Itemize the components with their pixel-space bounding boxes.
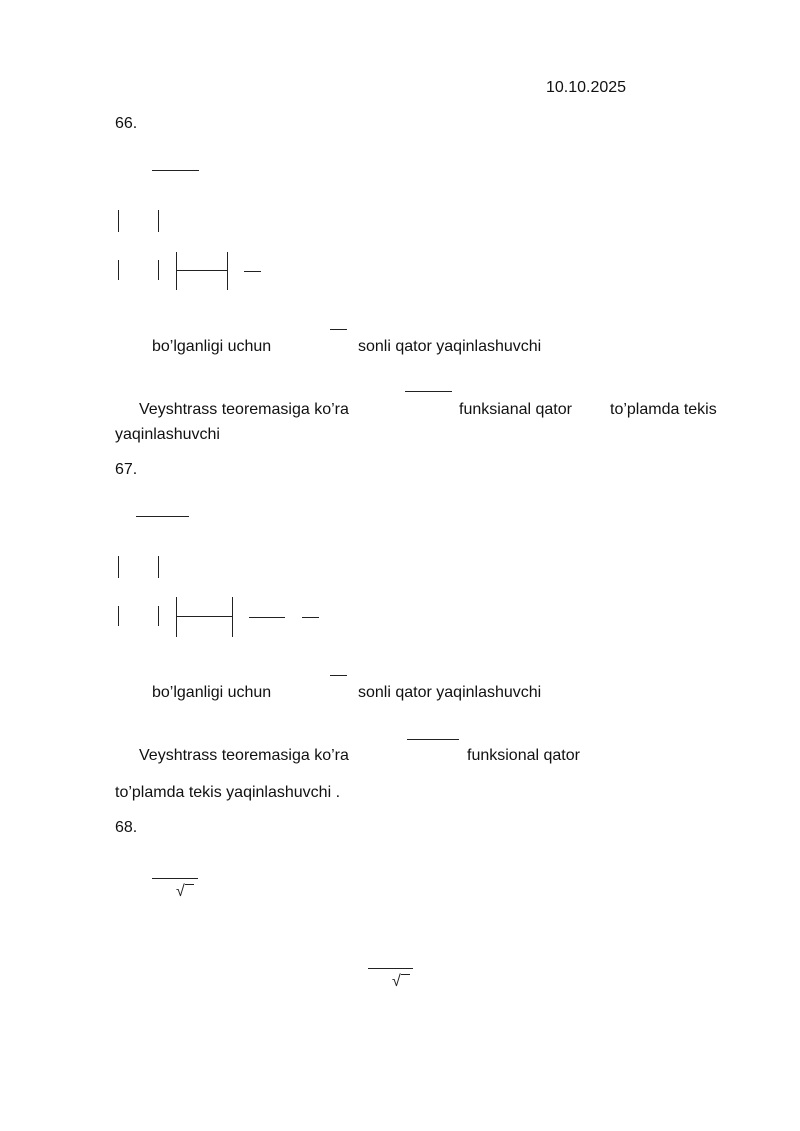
text-line: to’plamda tekis yaqinlashuvchi . [115,784,341,801]
text-line: yaqinlashuvchi [115,426,220,443]
sqrt-icon: √ [392,973,401,990]
fraction-bar [368,968,413,969]
abs-bar [118,606,119,626]
text-line: sonli qator yaqinlashuvchi [358,684,542,701]
fraction-bar [302,617,319,618]
fraction-bar [244,271,261,272]
abs-bar [158,556,159,578]
fraction-bar [152,170,199,171]
fraction-bar [330,329,347,330]
fraction-bar [330,675,347,676]
abs-bar [227,252,228,290]
abs-bar [176,597,177,637]
abs-bar [176,252,177,290]
text-line: Veyshtrass teoremasiga ko’ra [139,747,349,764]
text-line: bo’lganligi uchun [152,684,272,701]
fraction-bar [407,739,459,740]
problem-number-68: 68. [115,819,138,836]
abs-bar [118,556,119,578]
fraction-bar [405,391,452,392]
text-line: bo’lganligi uchun [152,338,272,355]
document-date: 10.10.2025 [546,79,627,96]
text-line: funksional qator [467,747,580,764]
text-line: funksianal qator [459,401,572,418]
fraction-bar [177,270,227,271]
problem-number-66: 66. [115,115,138,132]
fraction-bar [177,616,232,617]
abs-bar [158,606,159,626]
abs-bar [158,210,159,232]
abs-bar [118,210,119,232]
fraction-bar [152,878,198,879]
text-line: Veyshtrass teoremasiga ko’ra [139,401,349,418]
text-line: to’plamda tekis [610,401,717,418]
sqrt-overline [185,884,194,885]
fraction-bar [249,617,285,618]
abs-bar [158,260,159,280]
abs-bar [118,260,119,280]
problem-number-67: 67. [115,461,138,478]
fraction-bar [136,516,189,517]
abs-bar [232,597,233,637]
sqrt-icon: √ [176,883,185,900]
text-line: sonli qator yaqinlashuvchi [358,338,542,355]
sqrt-overline [401,974,410,975]
